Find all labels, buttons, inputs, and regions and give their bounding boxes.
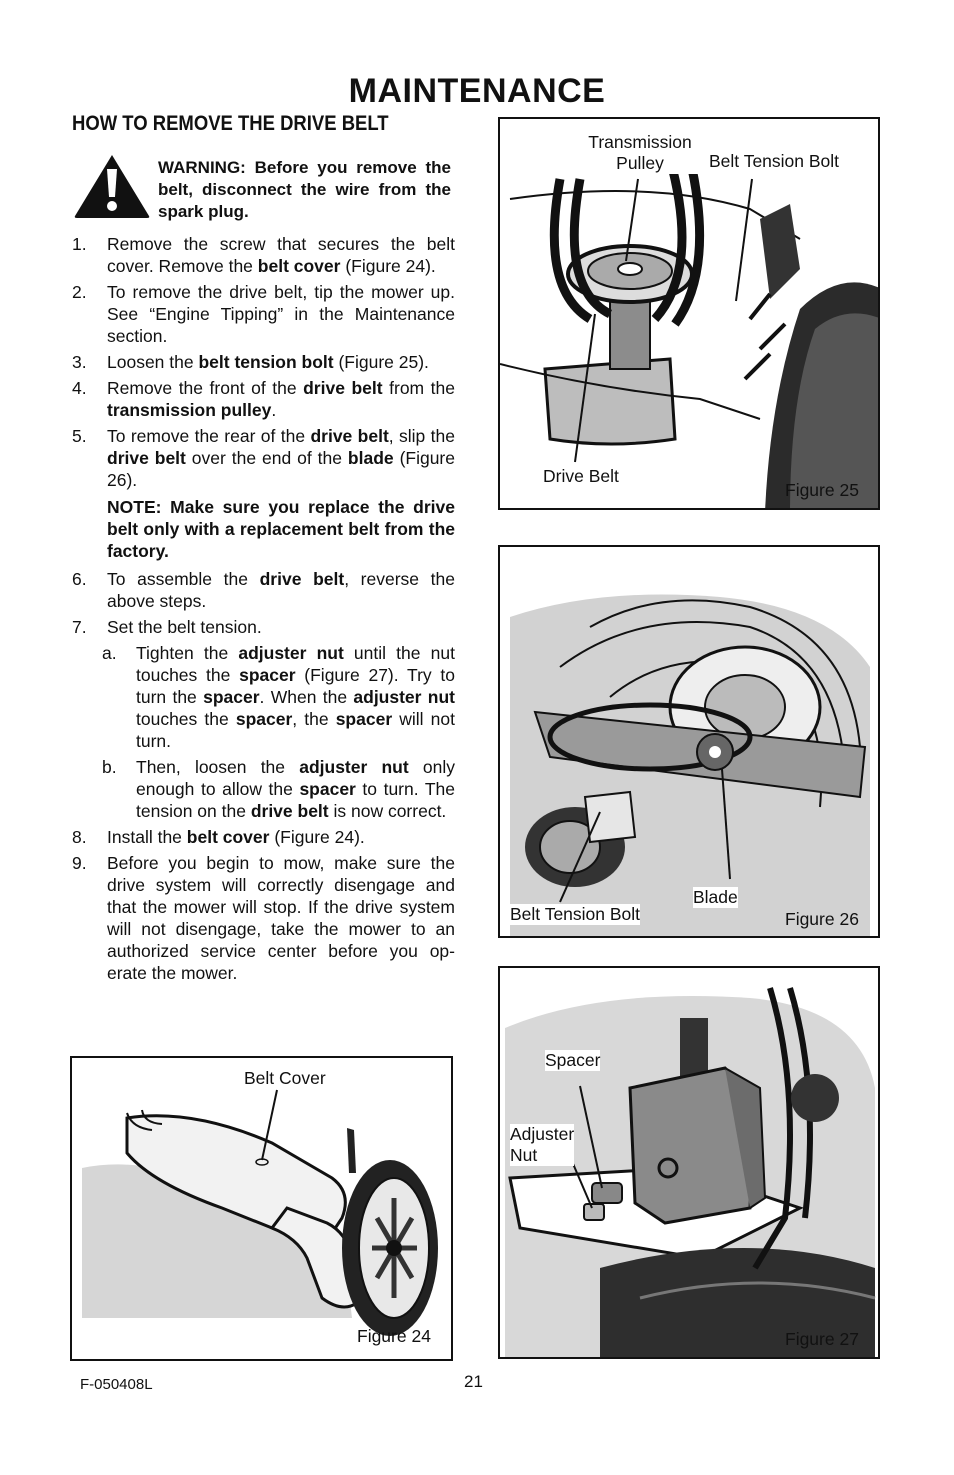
- step-number: 3.: [72, 352, 87, 372]
- step-number: 5.: [72, 426, 87, 446]
- text-run: .: [271, 400, 277, 420]
- instruction-substep: [72, 642, 455, 752]
- text-run: Before you begin to mow, make sure the drive system will correctly disengage and that the mower will stop. If the drive system will not disengage, take the mower to an authorized service center before you op-erate the mower.: [107, 853, 455, 983]
- bold-term: transmission pulley: [107, 400, 272, 420]
- instruction-step: [72, 377, 455, 421]
- warning-text: WARNING: Before you remove the belt, disconnect the wire from the spark plug.: [158, 158, 451, 221]
- text-run: Loosen the: [107, 352, 199, 372]
- bold-term: drive belt: [310, 426, 389, 446]
- text-run: only enough to allow the: [136, 757, 455, 799]
- figure-24-caption: Figure 24: [357, 1326, 431, 1346]
- note-text: NOTE: Make sure you replace the drive belt only with a replacement belt from the factory.: [107, 497, 455, 561]
- figure-25-caption: Figure 25: [785, 480, 859, 500]
- instruction-step: [72, 233, 455, 277]
- step-number: 4.: [72, 378, 87, 398]
- blade-and-belt-illustration: [500, 547, 880, 938]
- text-run: (Figure 24).: [269, 827, 365, 847]
- text-run: , the: [292, 709, 336, 729]
- instruction-step: [72, 281, 455, 347]
- bold-term: drive belt: [107, 448, 186, 468]
- figure-25: [498, 117, 880, 510]
- instruction-step: [72, 351, 455, 373]
- text-run: is now correct.: [328, 801, 447, 821]
- bold-term: belt cover: [257, 256, 341, 276]
- bold-term: spacer: [335, 709, 393, 729]
- substep-letter: a.: [102, 643, 117, 663]
- step-number: 1.: [72, 234, 87, 254]
- instruction-substep: [72, 756, 455, 822]
- label-belt-tension-bolt: Belt Tension Bolt: [510, 904, 641, 924]
- bold-term: belt cover: [186, 827, 270, 847]
- instruction-list: [72, 233, 455, 988]
- instruction-step: [72, 425, 455, 491]
- text-run: until the nut touches the: [136, 643, 455, 685]
- text-run: (Figure 26).: [107, 448, 455, 490]
- label-belt-cover: Belt Cover: [244, 1068, 326, 1088]
- bold-term: adjuster nut: [299, 757, 409, 777]
- text-run: . When the: [259, 687, 354, 707]
- instruction-step: [72, 568, 455, 612]
- text-run: , slip the: [388, 426, 455, 446]
- text-run: Tighten the: [136, 643, 239, 663]
- step-number: 6.: [72, 569, 87, 589]
- instruction-step: [72, 826, 455, 848]
- text-run: (Figure 24).: [340, 256, 436, 276]
- instruction-step: [72, 616, 455, 638]
- text-run: Remove the screw that secures the belt cover. Remove the: [107, 234, 455, 276]
- text-run: (Figure 27). Try to turn the: [136, 665, 455, 707]
- figure-27: [498, 966, 880, 1359]
- label-transmission-pulley: Transmission Pulley: [580, 132, 700, 174]
- bold-term: spacer: [299, 779, 356, 799]
- label-adjuster-nut: Adjuster Nut: [510, 1124, 575, 1165]
- bold-term: drive belt: [250, 801, 329, 821]
- label-blade: Blade: [693, 887, 738, 907]
- text-run: from the: [382, 378, 455, 398]
- belt-cover-illustration: [72, 1058, 453, 1361]
- bold-term: belt tension bolt: [198, 352, 334, 372]
- bold-term: drive belt: [303, 378, 383, 398]
- page-title: MAINTENANCE: [348, 72, 606, 110]
- text-run: will not turn.: [136, 709, 455, 751]
- bold-term: adjuster nut: [238, 643, 344, 663]
- text-run: To remove the drive belt, tip the mower up. See “Engine Tipping” in the Maintenance section.: [107, 282, 455, 346]
- label-belt-tension-bolt: Belt Tension Bolt: [709, 151, 840, 171]
- instruction-step: [72, 852, 455, 984]
- text-run: touches the: [136, 709, 236, 729]
- text-run: To remove the rear of the: [107, 426, 311, 446]
- text-run: To assemble the: [107, 569, 260, 589]
- step-number: 8.: [72, 827, 87, 847]
- text-run: Then, loosen the: [136, 757, 300, 777]
- step-number: 2.: [72, 282, 87, 302]
- text-run: (Figure 25).: [333, 352, 429, 372]
- bold-term: blade: [347, 448, 394, 468]
- substep-letter: b.: [102, 757, 117, 777]
- bold-term: spacer: [239, 665, 296, 685]
- text-run: to turn. The tension on the: [136, 779, 455, 821]
- bold-term: spacer: [203, 687, 260, 707]
- text-run: Remove the front of the: [107, 378, 304, 398]
- document-code: F-050408L: [80, 1376, 153, 1393]
- step-number: 7.: [72, 617, 87, 637]
- warning-triangle-icon: [72, 152, 152, 220]
- text-run: Set the belt tension.: [107, 617, 262, 637]
- label-spacer: Spacer: [545, 1050, 601, 1070]
- page-number: 21: [464, 1372, 483, 1391]
- step-number: 9.: [72, 853, 87, 873]
- bold-term: spacer: [235, 709, 293, 729]
- bold-term: adjuster nut: [353, 687, 455, 707]
- transmission-pulley-illustration: [500, 119, 880, 510]
- text-run: , reverse the above steps.: [107, 569, 455, 611]
- figure-27-caption: Figure 27: [785, 1329, 859, 1349]
- figure-26-caption: Figure 26: [785, 909, 859, 929]
- section-heading: HOW TO REMOVE THE DRIVE BELT: [72, 112, 389, 135]
- text-run: over the end of the: [185, 448, 348, 468]
- figure-26: [498, 545, 880, 938]
- label-drive-belt: Drive Belt: [543, 466, 619, 486]
- text-run: Install the: [107, 827, 187, 847]
- figure-24: [70, 1056, 453, 1361]
- bold-term: drive belt: [259, 569, 345, 589]
